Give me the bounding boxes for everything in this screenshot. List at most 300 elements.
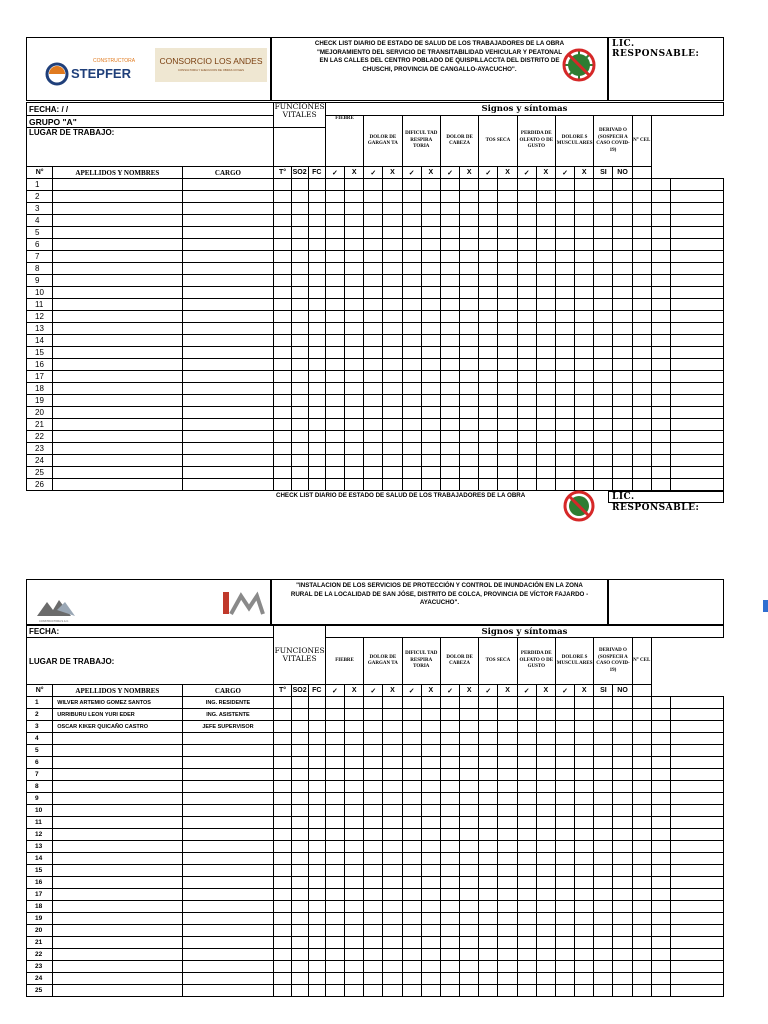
entry-cell[interactable] xyxy=(632,431,651,443)
entry-cell[interactable] xyxy=(613,745,632,757)
entry-cell[interactable] xyxy=(364,407,383,419)
entry-cell[interactable] xyxy=(308,191,325,203)
entry-cell[interactable] xyxy=(291,709,308,721)
entry-cell[interactable] xyxy=(402,913,421,925)
entry-cell[interactable] xyxy=(345,985,364,997)
entry-cell[interactable] xyxy=(345,733,364,745)
entry-cell[interactable] xyxy=(291,961,308,973)
entry-cell[interactable] xyxy=(594,419,613,431)
entry-cell[interactable] xyxy=(325,431,344,443)
entry-cell[interactable] xyxy=(291,419,308,431)
entry-cell[interactable] xyxy=(325,359,344,371)
entry-cell[interactable] xyxy=(555,347,574,359)
entry-cell[interactable] xyxy=(345,961,364,973)
entry-cell[interactable] xyxy=(575,179,594,191)
entry-cell[interactable] xyxy=(364,191,383,203)
entry-cell[interactable] xyxy=(498,263,517,275)
entry-cell[interactable] xyxy=(536,323,555,335)
entry-cell[interactable] xyxy=(670,371,723,383)
entry-cell[interactable] xyxy=(402,455,421,467)
entry-cell[interactable] xyxy=(325,709,344,721)
entry-cell[interactable] xyxy=(670,407,723,419)
entry-cell[interactable] xyxy=(594,179,613,191)
entry-cell[interactable] xyxy=(536,371,555,383)
entry-cell[interactable] xyxy=(536,227,555,239)
entry-cell[interactable] xyxy=(291,757,308,769)
entry-cell[interactable] xyxy=(479,239,498,251)
worker-cargo-cell[interactable] xyxy=(182,239,274,251)
entry-cell[interactable] xyxy=(498,925,517,937)
entry-cell[interactable] xyxy=(517,467,536,479)
entry-cell[interactable] xyxy=(555,961,574,973)
entry-cell[interactable] xyxy=(274,913,291,925)
entry-cell[interactable] xyxy=(613,721,632,733)
entry-cell[interactable] xyxy=(670,359,723,371)
entry-cell[interactable] xyxy=(517,913,536,925)
worker-cargo-cell[interactable] xyxy=(182,901,274,913)
entry-cell[interactable] xyxy=(613,359,632,371)
entry-cell[interactable] xyxy=(651,949,670,961)
entry-cell[interactable] xyxy=(308,697,325,709)
entry-cell[interactable] xyxy=(325,239,344,251)
entry-cell[interactable] xyxy=(575,913,594,925)
entry-cell[interactable] xyxy=(517,745,536,757)
entry-cell[interactable] xyxy=(651,287,670,299)
entry-cell[interactable] xyxy=(460,431,479,443)
entry-cell[interactable] xyxy=(651,757,670,769)
entry-cell[interactable] xyxy=(308,287,325,299)
entry-cell[interactable] xyxy=(498,913,517,925)
entry-cell[interactable] xyxy=(421,853,440,865)
entry-cell[interactable] xyxy=(479,949,498,961)
entry-cell[interactable] xyxy=(517,395,536,407)
entry-cell[interactable] xyxy=(575,443,594,455)
entry-cell[interactable] xyxy=(651,973,670,985)
entry-cell[interactable] xyxy=(440,901,459,913)
entry-cell[interactable] xyxy=(613,179,632,191)
entry-cell[interactable] xyxy=(402,419,421,431)
entry-cell[interactable] xyxy=(651,865,670,877)
worker-name-cell[interactable] xyxy=(53,901,182,913)
entry-cell[interactable] xyxy=(291,251,308,263)
entry-cell[interactable] xyxy=(460,733,479,745)
entry-cell[interactable] xyxy=(308,745,325,757)
entry-cell[interactable] xyxy=(345,227,364,239)
entry-cell[interactable] xyxy=(460,347,479,359)
entry-cell[interactable] xyxy=(364,829,383,841)
entry-cell[interactable] xyxy=(670,901,723,913)
entry-cell[interactable] xyxy=(383,335,402,347)
entry-cell[interactable] xyxy=(536,299,555,311)
entry-cell[interactable] xyxy=(479,323,498,335)
entry-cell[interactable] xyxy=(575,227,594,239)
entry-cell[interactable] xyxy=(575,383,594,395)
entry-cell[interactable] xyxy=(594,395,613,407)
entry-cell[interactable] xyxy=(291,407,308,419)
entry-cell[interactable] xyxy=(440,347,459,359)
entry-cell[interactable] xyxy=(575,455,594,467)
entry-cell[interactable] xyxy=(308,215,325,227)
entry-cell[interactable] xyxy=(364,805,383,817)
entry-cell[interactable] xyxy=(555,721,574,733)
entry-cell[interactable] xyxy=(440,853,459,865)
entry-cell[interactable] xyxy=(536,949,555,961)
entry-cell[interactable] xyxy=(274,985,291,997)
worker-name-cell[interactable] xyxy=(53,793,182,805)
entry-cell[interactable] xyxy=(325,191,344,203)
entry-cell[interactable] xyxy=(498,443,517,455)
entry-cell[interactable] xyxy=(517,973,536,985)
entry-cell[interactable] xyxy=(555,829,574,841)
entry-cell[interactable] xyxy=(308,757,325,769)
worker-name-cell[interactable] xyxy=(53,215,182,227)
entry-cell[interactable] xyxy=(421,347,440,359)
worker-cargo-cell[interactable] xyxy=(182,937,274,949)
entry-cell[interactable] xyxy=(325,757,344,769)
entry-cell[interactable] xyxy=(421,913,440,925)
entry-cell[interactable] xyxy=(440,419,459,431)
entry-cell[interactable] xyxy=(274,371,291,383)
entry-cell[interactable] xyxy=(479,371,498,383)
entry-cell[interactable] xyxy=(291,215,308,227)
entry-cell[interactable] xyxy=(670,335,723,347)
worker-cargo-cell[interactable] xyxy=(182,263,274,275)
entry-cell[interactable] xyxy=(364,479,383,491)
worker-cargo-cell[interactable] xyxy=(182,227,274,239)
entry-cell[interactable] xyxy=(325,805,344,817)
worker-cargo-cell[interactable] xyxy=(182,443,274,455)
entry-cell[interactable] xyxy=(274,889,291,901)
entry-cell[interactable] xyxy=(402,769,421,781)
entry-cell[interactable] xyxy=(421,901,440,913)
entry-cell[interactable] xyxy=(670,805,723,817)
entry-cell[interactable] xyxy=(479,335,498,347)
entry-cell[interactable] xyxy=(613,889,632,901)
entry-cell[interactable] xyxy=(517,805,536,817)
entry-cell[interactable] xyxy=(594,455,613,467)
entry-cell[interactable] xyxy=(555,817,574,829)
entry-cell[interactable] xyxy=(613,817,632,829)
entry-cell[interactable] xyxy=(402,877,421,889)
worker-name-cell[interactable] xyxy=(53,829,182,841)
entry-cell[interactable] xyxy=(479,443,498,455)
entry-cell[interactable] xyxy=(555,251,574,263)
entry-cell[interactable] xyxy=(555,227,574,239)
entry-cell[interactable] xyxy=(440,841,459,853)
worker-name-cell[interactable] xyxy=(53,407,182,419)
entry-cell[interactable] xyxy=(555,937,574,949)
entry-cell[interactable] xyxy=(325,395,344,407)
entry-cell[interactable] xyxy=(364,335,383,347)
entry-cell[interactable] xyxy=(345,203,364,215)
entry-cell[interactable] xyxy=(536,335,555,347)
entry-cell[interactable] xyxy=(440,203,459,215)
entry-cell[interactable] xyxy=(364,733,383,745)
entry-cell[interactable] xyxy=(517,191,536,203)
entry-cell[interactable] xyxy=(364,311,383,323)
entry-cell[interactable] xyxy=(383,841,402,853)
entry-cell[interactable] xyxy=(498,853,517,865)
entry-cell[interactable] xyxy=(632,805,651,817)
entry-cell[interactable] xyxy=(632,395,651,407)
entry-cell[interactable] xyxy=(479,841,498,853)
entry-cell[interactable] xyxy=(536,191,555,203)
entry-cell[interactable] xyxy=(632,323,651,335)
entry-cell[interactable] xyxy=(632,239,651,251)
entry-cell[interactable] xyxy=(498,215,517,227)
entry-cell[interactable] xyxy=(291,443,308,455)
entry-cell[interactable] xyxy=(594,853,613,865)
entry-cell[interactable] xyxy=(325,179,344,191)
entry-cell[interactable] xyxy=(651,431,670,443)
entry-cell[interactable] xyxy=(632,769,651,781)
entry-cell[interactable] xyxy=(274,203,291,215)
entry-cell[interactable] xyxy=(440,359,459,371)
entry-cell[interactable] xyxy=(421,311,440,323)
worker-cargo-cell[interactable] xyxy=(182,347,274,359)
entry-cell[interactable] xyxy=(460,973,479,985)
entry-cell[interactable] xyxy=(575,191,594,203)
entry-cell[interactable] xyxy=(594,949,613,961)
entry-cell[interactable] xyxy=(670,925,723,937)
entry-cell[interactable] xyxy=(325,335,344,347)
entry-cell[interactable] xyxy=(308,323,325,335)
entry-cell[interactable] xyxy=(575,901,594,913)
entry-cell[interactable] xyxy=(479,227,498,239)
entry-cell[interactable] xyxy=(291,347,308,359)
entry-cell[interactable] xyxy=(536,179,555,191)
entry-cell[interactable] xyxy=(498,973,517,985)
entry-cell[interactable] xyxy=(517,841,536,853)
entry-cell[interactable] xyxy=(274,215,291,227)
entry-cell[interactable] xyxy=(651,395,670,407)
entry-cell[interactable] xyxy=(440,227,459,239)
worker-name-cell[interactable] xyxy=(53,443,182,455)
entry-cell[interactable] xyxy=(383,311,402,323)
entry-cell[interactable] xyxy=(632,721,651,733)
entry-cell[interactable] xyxy=(308,937,325,949)
entry-cell[interactable] xyxy=(536,721,555,733)
entry-cell[interactable] xyxy=(308,865,325,877)
entry-cell[interactable] xyxy=(308,721,325,733)
entry-cell[interactable] xyxy=(632,359,651,371)
entry-cell[interactable] xyxy=(291,275,308,287)
entry-cell[interactable] xyxy=(364,227,383,239)
worker-cargo-cell[interactable] xyxy=(182,383,274,395)
entry-cell[interactable] xyxy=(364,419,383,431)
entry-cell[interactable] xyxy=(383,745,402,757)
entry-cell[interactable] xyxy=(383,805,402,817)
entry-cell[interactable] xyxy=(325,371,344,383)
entry-cell[interactable] xyxy=(613,347,632,359)
entry-cell[interactable] xyxy=(613,937,632,949)
entry-cell[interactable] xyxy=(308,467,325,479)
entry-cell[interactable] xyxy=(479,793,498,805)
entry-cell[interactable] xyxy=(364,889,383,901)
entry-cell[interactable] xyxy=(421,949,440,961)
entry-cell[interactable] xyxy=(325,467,344,479)
entry-cell[interactable] xyxy=(536,407,555,419)
entry-cell[interactable] xyxy=(460,479,479,491)
entry-cell[interactable] xyxy=(460,985,479,997)
entry-cell[interactable] xyxy=(479,275,498,287)
entry-cell[interactable] xyxy=(383,913,402,925)
entry-cell[interactable] xyxy=(517,937,536,949)
entry-cell[interactable] xyxy=(402,949,421,961)
worker-name-cell[interactable] xyxy=(53,299,182,311)
worker-name-cell[interactable] xyxy=(53,889,182,901)
entry-cell[interactable] xyxy=(345,419,364,431)
entry-cell[interactable] xyxy=(498,383,517,395)
worker-cargo-cell[interactable] xyxy=(182,793,274,805)
entry-cell[interactable] xyxy=(536,865,555,877)
entry-cell[interactable] xyxy=(291,913,308,925)
entry-cell[interactable] xyxy=(594,913,613,925)
entry-cell[interactable] xyxy=(555,335,574,347)
entry-cell[interactable] xyxy=(670,287,723,299)
entry-cell[interactable] xyxy=(555,275,574,287)
worker-name-cell[interactable] xyxy=(53,757,182,769)
entry-cell[interactable] xyxy=(498,335,517,347)
entry-cell[interactable] xyxy=(274,191,291,203)
entry-cell[interactable] xyxy=(536,263,555,275)
entry-cell[interactable] xyxy=(613,985,632,997)
entry-cell[interactable] xyxy=(594,431,613,443)
entry-cell[interactable] xyxy=(651,829,670,841)
entry-cell[interactable] xyxy=(613,781,632,793)
entry-cell[interactable] xyxy=(345,841,364,853)
entry-cell[interactable] xyxy=(498,745,517,757)
entry-cell[interactable] xyxy=(651,215,670,227)
entry-cell[interactable] xyxy=(517,985,536,997)
entry-cell[interactable] xyxy=(440,299,459,311)
entry-cell[interactable] xyxy=(651,299,670,311)
entry-cell[interactable] xyxy=(651,901,670,913)
entry-cell[interactable] xyxy=(440,757,459,769)
entry-cell[interactable] xyxy=(670,913,723,925)
worker-cargo-cell[interactable] xyxy=(182,395,274,407)
entry-cell[interactable] xyxy=(383,757,402,769)
entry-cell[interactable] xyxy=(594,299,613,311)
entry-cell[interactable] xyxy=(421,829,440,841)
entry-cell[interactable] xyxy=(364,215,383,227)
worker-name-cell[interactable] xyxy=(53,853,182,865)
entry-cell[interactable] xyxy=(274,359,291,371)
entry-cell[interactable] xyxy=(651,407,670,419)
entry-cell[interactable] xyxy=(291,745,308,757)
entry-cell[interactable] xyxy=(594,733,613,745)
entry-cell[interactable] xyxy=(402,191,421,203)
entry-cell[interactable] xyxy=(479,805,498,817)
entry-cell[interactable] xyxy=(498,467,517,479)
entry-cell[interactable] xyxy=(632,793,651,805)
worker-cargo-cell[interactable] xyxy=(182,311,274,323)
entry-cell[interactable] xyxy=(291,853,308,865)
entry-cell[interactable] xyxy=(613,383,632,395)
worker-name-cell[interactable] xyxy=(53,733,182,745)
entry-cell[interactable] xyxy=(632,877,651,889)
entry-cell[interactable] xyxy=(517,949,536,961)
entry-cell[interactable] xyxy=(274,383,291,395)
entry-cell[interactable] xyxy=(308,877,325,889)
worker-name-cell[interactable] xyxy=(53,841,182,853)
entry-cell[interactable] xyxy=(308,781,325,793)
entry-cell[interactable] xyxy=(613,227,632,239)
entry-cell[interactable] xyxy=(291,781,308,793)
entry-cell[interactable] xyxy=(670,347,723,359)
entry-cell[interactable] xyxy=(460,419,479,431)
worker-cargo-cell[interactable] xyxy=(182,479,274,491)
entry-cell[interactable] xyxy=(651,467,670,479)
worker-name-cell[interactable] xyxy=(53,745,182,757)
entry-cell[interactable] xyxy=(402,239,421,251)
entry-cell[interactable] xyxy=(498,961,517,973)
entry-cell[interactable] xyxy=(498,937,517,949)
entry-cell[interactable] xyxy=(460,263,479,275)
entry-cell[interactable] xyxy=(308,227,325,239)
entry-cell[interactable] xyxy=(364,203,383,215)
entry-cell[interactable] xyxy=(479,925,498,937)
entry-cell[interactable] xyxy=(460,371,479,383)
entry-cell[interactable] xyxy=(274,395,291,407)
entry-cell[interactable] xyxy=(364,251,383,263)
entry-cell[interactable] xyxy=(383,179,402,191)
entry-cell[interactable] xyxy=(440,335,459,347)
entry-cell[interactable] xyxy=(517,419,536,431)
entry-cell[interactable] xyxy=(632,251,651,263)
entry-cell[interactable] xyxy=(345,973,364,985)
entry-cell[interactable] xyxy=(383,829,402,841)
entry-cell[interactable] xyxy=(594,251,613,263)
entry-cell[interactable] xyxy=(498,431,517,443)
entry-cell[interactable] xyxy=(460,191,479,203)
entry-cell[interactable] xyxy=(364,263,383,275)
entry-cell[interactable] xyxy=(613,323,632,335)
entry-cell[interactable] xyxy=(345,913,364,925)
entry-cell[interactable] xyxy=(274,275,291,287)
entry-cell[interactable] xyxy=(632,865,651,877)
worker-name-cell[interactable]: URRIBURU LEON YURI EDER xyxy=(53,709,182,721)
entry-cell[interactable] xyxy=(345,805,364,817)
entry-cell[interactable] xyxy=(632,311,651,323)
entry-cell[interactable] xyxy=(594,311,613,323)
entry-cell[interactable] xyxy=(402,407,421,419)
entry-cell[interactable] xyxy=(670,323,723,335)
entry-cell[interactable] xyxy=(651,841,670,853)
entry-cell[interactable] xyxy=(651,419,670,431)
entry-cell[interactable] xyxy=(536,829,555,841)
entry-cell[interactable] xyxy=(594,215,613,227)
worker-name-cell[interactable] xyxy=(53,395,182,407)
entry-cell[interactable] xyxy=(325,841,344,853)
entry-cell[interactable] xyxy=(536,889,555,901)
worker-name-cell[interactable] xyxy=(53,877,182,889)
worker-name-cell[interactable] xyxy=(53,371,182,383)
entry-cell[interactable] xyxy=(364,383,383,395)
entry-cell[interactable] xyxy=(308,805,325,817)
entry-cell[interactable] xyxy=(517,287,536,299)
entry-cell[interactable] xyxy=(613,371,632,383)
worker-name-cell[interactable] xyxy=(53,287,182,299)
entry-cell[interactable] xyxy=(498,203,517,215)
entry-cell[interactable] xyxy=(440,949,459,961)
worker-name-cell[interactable] xyxy=(53,251,182,263)
entry-cell[interactable] xyxy=(345,443,364,455)
entry-cell[interactable] xyxy=(555,263,574,275)
entry-cell[interactable] xyxy=(479,913,498,925)
entry-cell[interactable] xyxy=(613,299,632,311)
entry-cell[interactable] xyxy=(325,973,344,985)
